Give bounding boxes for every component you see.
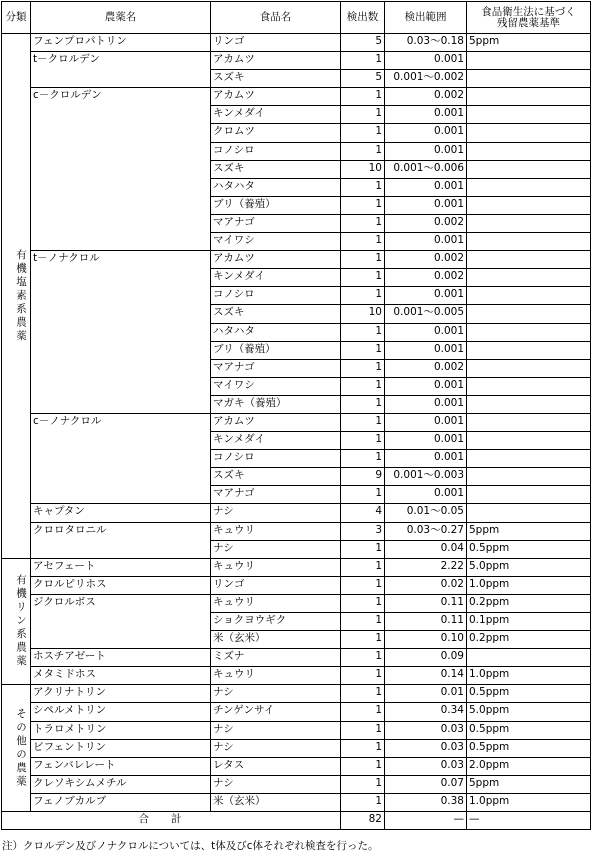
pesticide-name: c－クロルデン <box>31 88 211 251</box>
residue-standard: 1.0ppm <box>467 576 591 594</box>
food-name: マイワシ <box>211 377 341 395</box>
food-name: ナシ <box>211 504 341 522</box>
detection-count: 1 <box>341 196 385 214</box>
detection-range: 0.002 <box>385 269 467 287</box>
detection-count: 1 <box>341 486 385 504</box>
detection-count: 10 <box>341 160 385 178</box>
total-label: 合計 <box>2 812 341 830</box>
pesticide-name: クロロタロニル <box>31 522 211 558</box>
detection-count: 1 <box>341 613 385 631</box>
detection-count: 1 <box>341 233 385 251</box>
detection-count: 1 <box>341 142 385 160</box>
detection-range: 0.002 <box>385 214 467 232</box>
residue-standard <box>467 52 591 70</box>
residue-standard: 0.2ppm <box>467 594 591 612</box>
residue-standard <box>467 214 591 232</box>
food-name: スズキ <box>211 70 341 88</box>
header-standard: 食品衛生法に基づく 残留農薬基準 <box>467 2 591 34</box>
residue-standard <box>467 413 591 431</box>
detection-count: 1 <box>341 52 385 70</box>
residue-standard <box>467 70 591 88</box>
pesticide-name: ホスチアゼート <box>31 649 211 667</box>
residue-standard <box>467 88 591 106</box>
food-name: アカムツ <box>211 413 341 431</box>
food-name: スズキ <box>211 468 341 486</box>
detection-range: 0.001 <box>385 323 467 341</box>
food-name: キンメダイ <box>211 106 341 124</box>
food-name: リンゴ <box>211 34 341 52</box>
food-name: クロムツ <box>211 124 341 142</box>
food-name: ナシ <box>211 721 341 739</box>
residue-standard <box>467 432 591 450</box>
total-count: 82 <box>341 812 385 830</box>
pesticide-name: キャプタン <box>31 504 211 522</box>
detection-count: 1 <box>341 251 385 269</box>
food-name: マアナゴ <box>211 214 341 232</box>
detection-range: 0.001～0.005 <box>385 305 467 323</box>
pesticide-name: トラロメトリン <box>31 721 211 739</box>
detection-count: 1 <box>341 757 385 775</box>
detection-range: 0.01～0.05 <box>385 504 467 522</box>
food-name: アカムツ <box>211 52 341 70</box>
detection-count: 1 <box>341 395 385 413</box>
detection-range: 2.22 <box>385 558 467 576</box>
detection-count: 1 <box>341 341 385 359</box>
detection-count: 1 <box>341 214 385 232</box>
food-name: コノシロ <box>211 450 341 468</box>
pesticide-name: クロルピリホス <box>31 576 211 594</box>
residue-standard <box>467 486 591 504</box>
food-name: ミズナ <box>211 649 341 667</box>
residue-standard: 5ppm <box>467 522 591 540</box>
detection-count: 1 <box>341 576 385 594</box>
pesticide-name: フェノブカルブ <box>31 793 211 811</box>
residue-standard: 5ppm <box>467 775 591 793</box>
detection-range: 0.001～0.003 <box>385 468 467 486</box>
header-range: 検出範囲 <box>385 2 467 34</box>
food-name: 米（玄米） <box>211 631 341 649</box>
total-row <box>2 812 591 830</box>
detection-count: 1 <box>341 269 385 287</box>
pesticide-name: クレソキシムメチル <box>31 775 211 793</box>
food-name: ハタハタ <box>211 178 341 196</box>
table-row <box>2 52 591 70</box>
table-row <box>2 793 591 811</box>
detection-count: 1 <box>341 703 385 721</box>
table-row <box>2 703 591 721</box>
food-name: キュウリ <box>211 594 341 612</box>
detection-count: 1 <box>341 287 385 305</box>
residue-standard <box>467 124 591 142</box>
table-row <box>2 522 591 540</box>
detection-count: 1 <box>341 88 385 106</box>
detection-count: 1 <box>341 106 385 124</box>
residue-standard <box>467 142 591 160</box>
detection-count: 1 <box>341 540 385 558</box>
category-cell: その他の農薬 <box>2 685 31 812</box>
detection-range: 0.03～0.18 <box>385 34 467 52</box>
detection-range: 0.001 <box>385 432 467 450</box>
detection-count: 1 <box>341 667 385 685</box>
pesticide-name: フェンバレレート <box>31 757 211 775</box>
detection-range: 0.002 <box>385 251 467 269</box>
residue-standard: 2.0ppm <box>467 757 591 775</box>
detection-range: 0.001 <box>385 377 467 395</box>
detection-range: 0.03 <box>385 739 467 757</box>
residue-standard <box>467 251 591 269</box>
header-row <box>2 2 591 34</box>
detection-count: 1 <box>341 739 385 757</box>
residue-standard <box>467 504 591 522</box>
pesticide-name: t－クロルデン <box>31 52 211 88</box>
pesticide-name: フェンプロパトリン <box>31 34 211 52</box>
pesticide-name: ジクロルボス <box>31 594 211 648</box>
residue-standard: 0.1ppm <box>467 613 591 631</box>
residue-standard <box>467 196 591 214</box>
residue-standard <box>467 233 591 251</box>
food-name: スズキ <box>211 305 341 323</box>
residue-standard <box>467 377 591 395</box>
food-name: ブリ（養殖） <box>211 341 341 359</box>
table-row <box>2 576 591 594</box>
detection-count: 5 <box>341 34 385 52</box>
table-row <box>2 685 591 703</box>
detection-count: 1 <box>341 377 385 395</box>
detection-count: 1 <box>341 775 385 793</box>
detection-count: 1 <box>341 450 385 468</box>
header-food: 食品名 <box>211 2 341 34</box>
detection-count: 1 <box>341 124 385 142</box>
residue-standard <box>467 269 591 287</box>
detection-range: 0.001 <box>385 233 467 251</box>
table-row <box>2 667 591 685</box>
residue-standard: 1.0ppm <box>467 793 591 811</box>
detection-range: 0.03～0.27 <box>385 522 467 540</box>
detection-range: 0.001 <box>385 196 467 214</box>
pesticide-name: c－ノナクロル <box>31 413 211 503</box>
header-pesticide: 農薬名 <box>31 2 211 34</box>
residue-standard: 0.5ppm <box>467 685 591 703</box>
residue-standard <box>467 287 591 305</box>
food-name: ショクヨウギク <box>211 613 341 631</box>
table-row <box>2 504 591 522</box>
food-name: キュウリ <box>211 667 341 685</box>
table-row <box>2 251 591 269</box>
header-count: 検出数 <box>341 2 385 34</box>
detection-range: 0.001 <box>385 106 467 124</box>
detection-range: 0.001 <box>385 124 467 142</box>
detection-count: 5 <box>341 70 385 88</box>
detection-count: 1 <box>341 594 385 612</box>
food-name: ナシ <box>211 739 341 757</box>
residue-standard: 0.2ppm <box>467 631 591 649</box>
detection-count: 1 <box>341 649 385 667</box>
detection-range: 0.11 <box>385 613 467 631</box>
table-row <box>2 649 591 667</box>
pesticide-name: ビフェントリン <box>31 739 211 757</box>
food-name: ナシ <box>211 540 341 558</box>
food-name: ブリ（養殖） <box>211 196 341 214</box>
footnote: 注）クロルデン及びノナクロルについては、t体及びc体それぞれ検査を行った。 <box>2 840 379 852</box>
detection-range: 0.002 <box>385 88 467 106</box>
food-name: マアナゴ <box>211 486 341 504</box>
pesticide-name: t－ノナクロル <box>31 251 211 414</box>
category-cell: 有機リン系農薬 <box>2 558 31 685</box>
detection-range: 0.001 <box>385 142 467 160</box>
detection-range: 0.09 <box>385 649 467 667</box>
detection-range: 0.001 <box>385 413 467 431</box>
detection-count: 9 <box>341 468 385 486</box>
detection-count: 1 <box>341 793 385 811</box>
detection-count: 1 <box>341 432 385 450</box>
total-range: — <box>385 812 467 830</box>
detection-range: 0.001 <box>385 52 467 70</box>
detection-range: 0.001～0.002 <box>385 70 467 88</box>
food-name: アカムツ <box>211 251 341 269</box>
residue-standard <box>467 106 591 124</box>
food-name: マガキ（養殖） <box>211 395 341 413</box>
detection-range: 0.001 <box>385 486 467 504</box>
residue-standard <box>467 305 591 323</box>
residue-standard: 0.5ppm <box>467 739 591 757</box>
table-body <box>2 34 591 830</box>
food-name: ナシ <box>211 685 341 703</box>
detection-count: 3 <box>341 522 385 540</box>
pesticide-name: メタミドホス <box>31 667 211 685</box>
table-row <box>2 594 591 612</box>
detection-count: 1 <box>341 323 385 341</box>
detection-count: 4 <box>341 504 385 522</box>
detection-count: 1 <box>341 685 385 703</box>
residue-standard <box>467 323 591 341</box>
residue-standard <box>467 359 591 377</box>
pesticide-name: シペルメトリン <box>31 703 211 721</box>
detection-range: 0.10 <box>385 631 467 649</box>
residue-standard <box>467 395 591 413</box>
food-name: スズキ <box>211 160 341 178</box>
food-name: リンゴ <box>211 576 341 594</box>
header-category: 分類 <box>2 2 31 34</box>
pesticide-detection-table <box>1 1 591 830</box>
pesticide-name: アクリナトリン <box>31 685 211 703</box>
food-name: ナシ <box>211 775 341 793</box>
detection-range: 0.38 <box>385 793 467 811</box>
detection-range: 0.03 <box>385 721 467 739</box>
table-row <box>2 558 591 576</box>
residue-standard <box>467 341 591 359</box>
detection-count: 1 <box>341 631 385 649</box>
table-row <box>2 721 591 739</box>
detection-range: 0.001 <box>385 287 467 305</box>
pesticide-name: アセフェート <box>31 558 211 576</box>
table-row <box>2 413 591 431</box>
food-name: キュウリ <box>211 522 341 540</box>
detection-range: 0.001 <box>385 450 467 468</box>
food-name: アカムツ <box>211 88 341 106</box>
food-name: レタス <box>211 757 341 775</box>
residue-standard <box>467 468 591 486</box>
table-row <box>2 775 591 793</box>
food-name: マイワシ <box>211 233 341 251</box>
detection-count: 1 <box>341 413 385 431</box>
detection-range: 0.001 <box>385 341 467 359</box>
detection-count: 10 <box>341 305 385 323</box>
detection-count: 1 <box>341 558 385 576</box>
detection-count: 1 <box>341 721 385 739</box>
detection-range: 0.14 <box>385 667 467 685</box>
table-row <box>2 88 591 106</box>
residue-standard: 5.0ppm <box>467 703 591 721</box>
detection-count: 1 <box>341 359 385 377</box>
food-name: コノシロ <box>211 142 341 160</box>
residue-standard: 0.5ppm <box>467 721 591 739</box>
food-name: 米（玄米） <box>211 793 341 811</box>
detection-range: 0.07 <box>385 775 467 793</box>
category-cell: 有機塩素系農薬 <box>2 34 31 559</box>
table-row <box>2 739 591 757</box>
residue-standard <box>467 178 591 196</box>
food-name: ハタハタ <box>211 323 341 341</box>
table-row <box>2 34 591 52</box>
detection-range: 0.001 <box>385 395 467 413</box>
detection-range: 0.02 <box>385 576 467 594</box>
residue-standard: 5ppm <box>467 34 591 52</box>
detection-range: 0.34 <box>385 703 467 721</box>
food-name: コノシロ <box>211 287 341 305</box>
residue-standard <box>467 649 591 667</box>
food-name: マアナゴ <box>211 359 341 377</box>
total-standard: — <box>467 812 591 830</box>
residue-standard: 5.0ppm <box>467 558 591 576</box>
table-row <box>2 757 591 775</box>
detection-range: 0.11 <box>385 594 467 612</box>
residue-standard <box>467 450 591 468</box>
residue-standard <box>467 160 591 178</box>
detection-range: 0.002 <box>385 359 467 377</box>
detection-range: 0.01 <box>385 685 467 703</box>
residue-standard: 1.0ppm <box>467 667 591 685</box>
food-name: キュウリ <box>211 558 341 576</box>
detection-range: 0.04 <box>385 540 467 558</box>
residue-standard: 0.5ppm <box>467 540 591 558</box>
food-name: キンメダイ <box>211 269 341 287</box>
food-name: チンゲンサイ <box>211 703 341 721</box>
detection-count: 1 <box>341 178 385 196</box>
detection-range: 0.001～0.006 <box>385 160 467 178</box>
food-name: キンメダイ <box>211 432 341 450</box>
detection-range: 0.03 <box>385 757 467 775</box>
detection-range: 0.001 <box>385 178 467 196</box>
